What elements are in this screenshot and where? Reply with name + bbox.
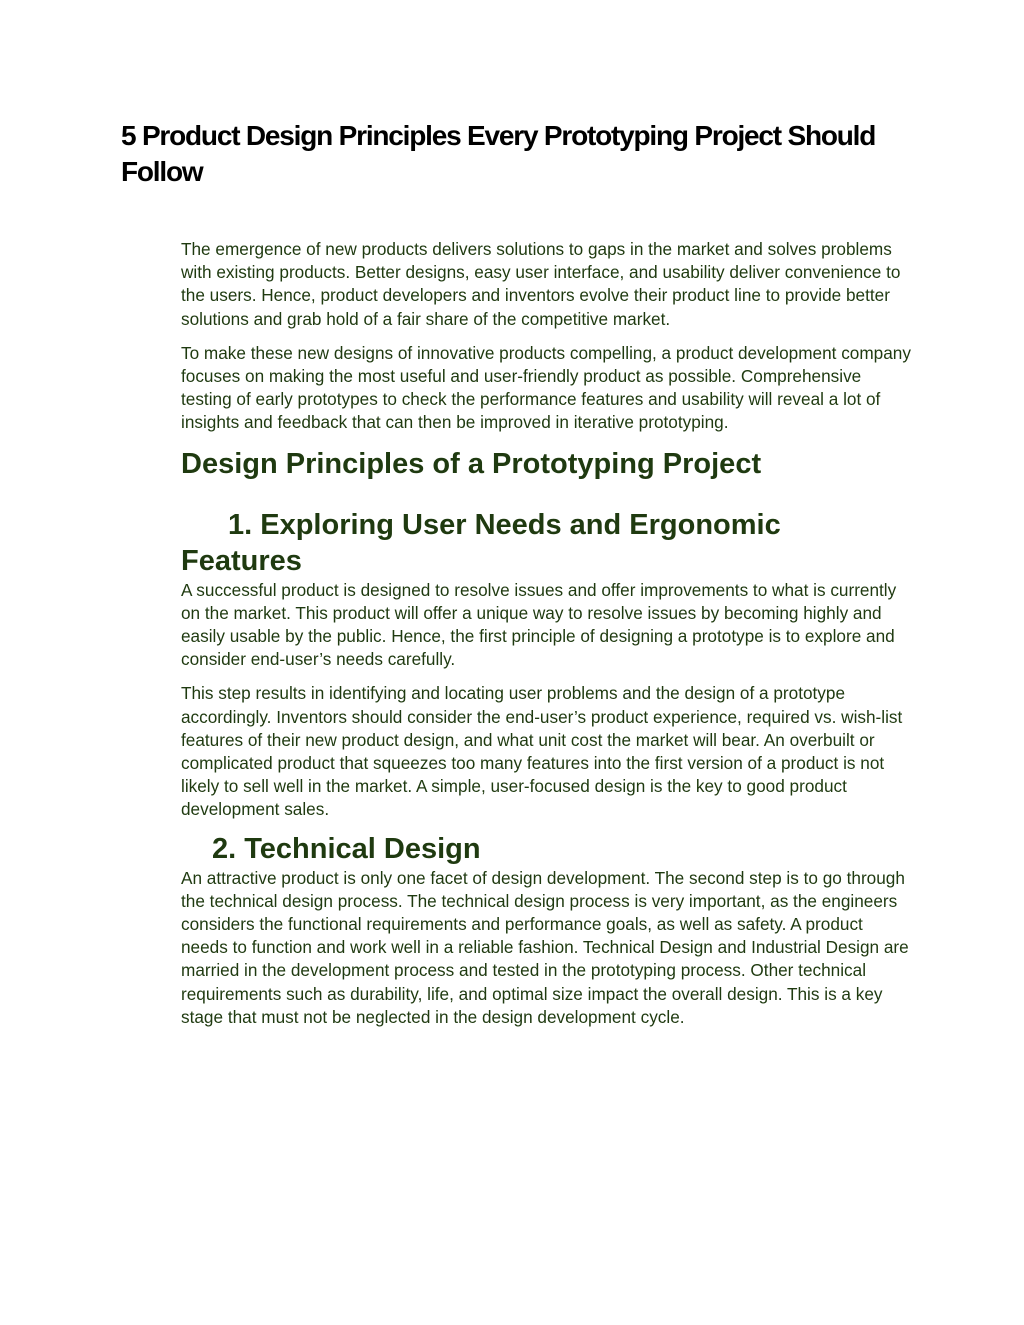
principle-2-heading: 2. Technical Design: [212, 832, 481, 865]
document-body: [181, 238, 911, 1029]
principle-1-heading: [181, 507, 911, 579]
page-title: 5 Product Design Principles Every Prototyping Project Should Follow: [121, 120, 876, 187]
intro-paragraph-1: The emergence of new products delivers solutions to gaps in the market and solves problems with existing products. Better designs, easy user interface, and usability deliver convenience to the users. Hence, product developers and inventors evolve their product line to provide better solutions and grab hold of a fair share of the competitive market.: [181, 239, 901, 329]
principle-1-paragraph-1: A successful product is designed to resolve issues and offer improvements to what is currently on the market. This product will offer a unique way to resolve issues by becoming highly and easily usable by the public. Hence, the first principle of designing a prototype is to explore and consider end-user’s needs carefully.: [181, 579, 897, 670]
section-heading: Design Principles of a Prototyping Project: [181, 447, 762, 480]
intro-paragraph-2: To make these new designs of innovative products compelling, a product development company focuses on making the most useful and user-friendly product as possible. Comprehensive testing of early prototypes to check the performance features and usability will reveal a lot of insights and feedback that can then be improved in iterative prototyping.: [181, 342, 911, 433]
principle-1-paragraph-2: This step results in identifying and locating user problems and the design of a prototype accordingly. Inventors should consider the end-user’s product experience, required vs. wish-list features of their new product design, and what unit cost the market will bear. An overbuilt or complicated product that squeezes too many features into the first version of a product is not likely to sell well in the market. A simple, user-focused design is the key to good product development sales.: [181, 683, 903, 820]
principle-2-paragraph-1: An attractive product is only one facet of design development. The second step is to go through the technical design process. The technical design process is very important, as the engineers considers the functional requirements and performance goals, as well as safety. A product needs to function and work well in a reliable fashion. Technical Design and Industrial Design are married in the development process and tested in the prototyping process. Other technical requirements such as durability, life, and optimal size impact the overall design. This is a key stage that must not be neglected in the design development cycle.: [181, 867, 909, 1027]
principle-1-heading-line-2: Features: [181, 544, 302, 577]
principle-1-heading-line-1: 1. Exploring User Needs and Ergonomic: [228, 508, 781, 541]
